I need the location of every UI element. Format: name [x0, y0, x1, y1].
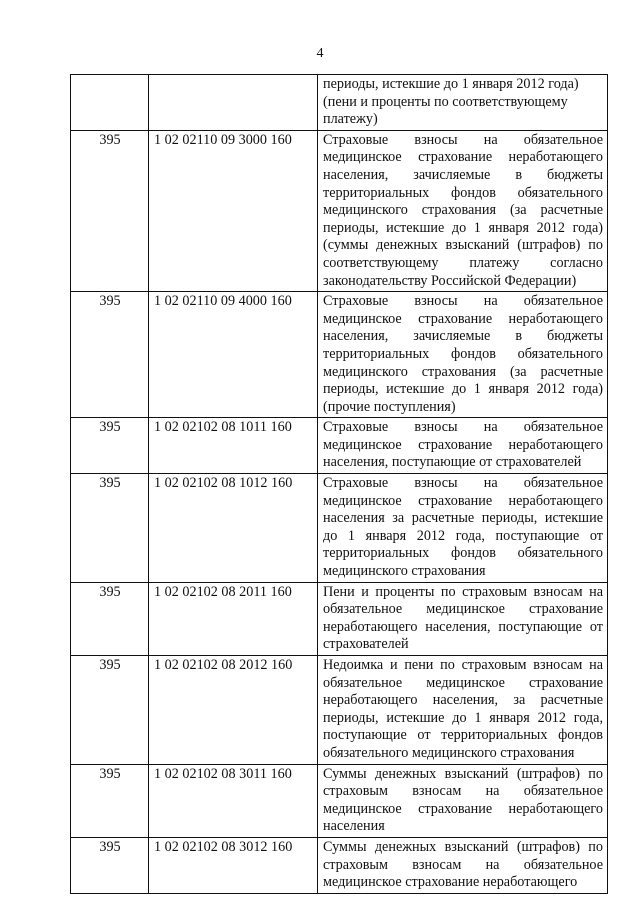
admin-code-cell: 395 — [71, 656, 149, 765]
budget-code-cell: 1 02 02102 08 1011 160 — [149, 418, 318, 474]
budget-code-cell: 1 02 02102 08 1012 160 — [149, 474, 318, 583]
table-row — [71, 418, 608, 474]
revenue-name-cell: Суммы денежных взысканий (штрафов) по страховым взносам на обязательное медицинское страхование неработающего — [318, 837, 608, 893]
table-row — [71, 764, 608, 837]
budget-code-cell: 1 02 02102 08 2012 160 — [149, 656, 318, 765]
admin-code-cell: 395 — [71, 764, 149, 837]
admin-code-cell: 395 — [71, 292, 149, 418]
table-row — [71, 292, 608, 418]
table-row — [71, 582, 608, 655]
table-row — [71, 75, 608, 131]
revenue-name-cell: Страховые взносы на обязательное медицинское страхование неработающего населения, зачисляемые в бюджеты территориальных фондов обязательного медицинского страхования (за расчетные периоды, истекшие до 1 января 2012 года) (суммы денежных взысканий (штрафов) по соответствующему платежу согласно законодательству Российской Федерации) — [318, 130, 608, 291]
budget-code-cell: 1 02 02110 09 3000 160 — [149, 130, 318, 291]
budget-code-cell: 1 02 02102 08 3012 160 — [149, 837, 318, 893]
revenue-name-cell: Страховые взносы на обязательное медицинское страхование неработающего населения, поступающие от страхователей — [318, 418, 608, 474]
admin-code-cell: 395 — [71, 837, 149, 893]
table-row — [71, 474, 608, 583]
admin-code-cell — [71, 75, 149, 131]
page-number: 4 — [316, 46, 324, 61]
budget-code-cell: 1 02 02102 08 3011 160 — [149, 764, 318, 837]
budget-code-cell — [149, 75, 318, 131]
table-row — [71, 837, 608, 893]
table-row — [71, 130, 608, 291]
revenue-name-cell: Страховые взносы на обязательное медицинское страхование неработающего населения за расчетные периоды, истекшие до 1 января 2012 года, поступающие от территориальных фондов обязательного медицинского страхования — [318, 474, 608, 583]
budget-code-cell: 1 02 02102 08 2011 160 — [149, 582, 318, 655]
admin-code-cell: 395 — [71, 474, 149, 583]
table-row — [71, 656, 608, 765]
budget-classification-table — [70, 74, 608, 894]
admin-code-cell: 395 — [71, 418, 149, 474]
budget-code-cell: 1 02 02110 09 4000 160 — [149, 292, 318, 418]
revenue-name-cell: Недоимка и пени по страховым взносам на обязательное медицинское страхование неработающего населения, за расчетные периоды, истекшие до 1 января 2012 года, поступающие от территориальных фондов обязательного медицинского страхования — [318, 656, 608, 765]
admin-code-cell: 395 — [71, 582, 149, 655]
revenue-name-cell: периоды, истекшие до 1 января 2012 года) (пени и проценты по соответствующему платежу) — [318, 75, 608, 131]
admin-code-cell: 395 — [71, 130, 149, 291]
revenue-name-cell: Пени и проценты по страховым взносам на обязательное медицинское страхование неработающего населения, поступающие от страхователей — [318, 582, 608, 655]
revenue-name-cell: Страховые взносы на обязательное медицинское страхование неработающего населения, зачисляемые в бюджеты территориальных фондов обязательного медицинского страхования (за расчетные периоды, истекшие до 1 января 2012 года) (прочие поступления) — [318, 292, 608, 418]
revenue-name-cell: Суммы денежных взысканий (штрафов) по страховым взносам на обязательное медицинское страхование неработающего населения — [318, 764, 608, 837]
